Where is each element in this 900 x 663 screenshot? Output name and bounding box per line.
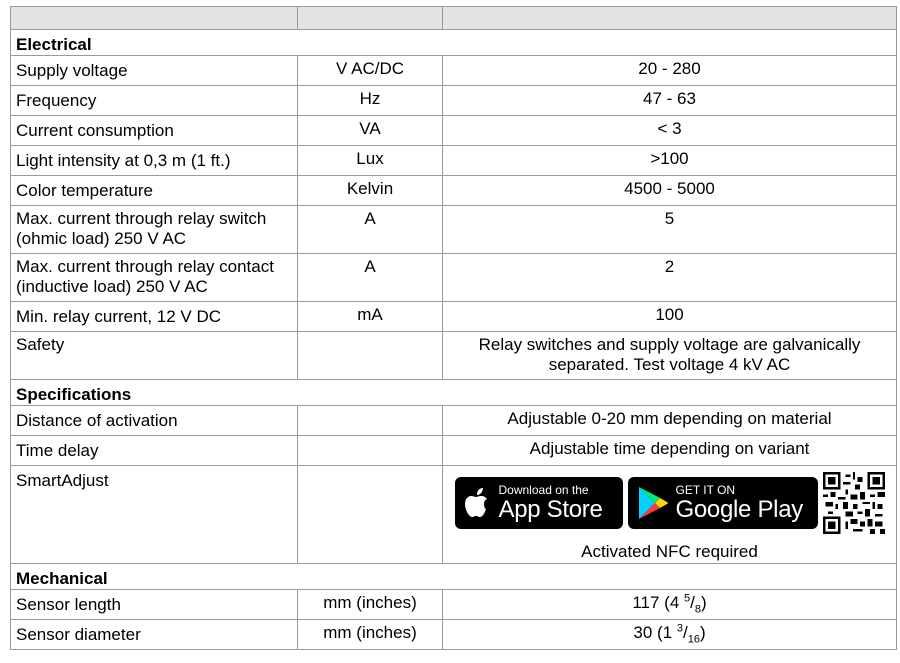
- fraction-numerator: 3: [676, 622, 683, 635]
- value-main: 117 (4: [632, 593, 684, 612]
- table-row: [11, 116, 897, 146]
- fraction-denominator: 8: [694, 603, 701, 616]
- apple-icon: [463, 486, 493, 520]
- row-value: 4500 - 5000: [443, 176, 897, 206]
- table-row: [11, 86, 897, 116]
- app-store-badge[interactable]: [455, 477, 623, 529]
- row-label: Distance of activation: [11, 406, 298, 436]
- app-store-small-text: Download on the: [498, 482, 589, 497]
- table-row: [11, 176, 897, 206]
- row-value: 2: [443, 254, 897, 302]
- row-label: Frequency: [11, 86, 298, 116]
- qr-code-icon[interactable]: [823, 472, 885, 534]
- row-value: < 3: [443, 116, 897, 146]
- fraction-slash: /: [690, 593, 695, 612]
- table-row: [11, 590, 897, 620]
- table-row: [11, 56, 897, 86]
- google-play-icon: [636, 485, 670, 521]
- section-row-specifications: [11, 380, 897, 406]
- header-cell: [443, 7, 897, 30]
- section-title: Electrical: [11, 30, 897, 56]
- row-unit: [298, 406, 443, 436]
- row-unit: A: [298, 206, 443, 254]
- row-value: Relay switches and supply voltage are galvanically separated. Test voltage 4 kV AC: [443, 332, 897, 380]
- mechanical-rows: [11, 590, 897, 650]
- row-value: Adjustable time depending on variant: [443, 436, 897, 466]
- table-row: [11, 254, 897, 302]
- row-value: [443, 590, 897, 620]
- row-unit: Lux: [298, 146, 443, 176]
- fraction-denominator: 16: [687, 633, 700, 646]
- section-row-mechanical: [11, 564, 897, 590]
- value-close: ): [699, 623, 706, 642]
- value-main: 30 (1: [633, 623, 677, 642]
- row-unit: Hz: [298, 86, 443, 116]
- google-play-small-text: GET IT ON: [675, 482, 736, 497]
- value-close: ): [700, 593, 707, 612]
- row-value: 100: [443, 302, 897, 332]
- table-row: [11, 206, 897, 254]
- row-label: Max. current through relay switch (ohmic load) 250 V AC: [11, 206, 298, 254]
- row-unit: mm (inches): [298, 620, 443, 650]
- spec-sheet: [10, 6, 896, 650]
- row-label: Light intensity at 0,3 m (1 ft.): [11, 146, 298, 176]
- header-cell: [298, 7, 443, 30]
- table-row-smartadjust: [11, 466, 897, 564]
- row-label: Time delay: [11, 436, 298, 466]
- specification-rows: [11, 406, 897, 466]
- row-unit: Kelvin: [298, 176, 443, 206]
- fraction-slash: /: [682, 623, 688, 642]
- row-value: Adjustable 0-20 mm depending on material: [443, 406, 897, 436]
- row-label: Max. current through relay contact (inductive load) 250 V AC: [11, 254, 298, 302]
- row-label: Min. relay current, 12 V DC: [11, 302, 298, 332]
- row-unit: [298, 436, 443, 466]
- google-play-big-text: Google Play: [675, 495, 803, 523]
- row-unit: V AC/DC: [298, 56, 443, 86]
- app-store-big-text: App Store: [498, 495, 603, 523]
- row-value: 5: [443, 206, 897, 254]
- spec-table: [10, 6, 897, 650]
- table-row: [11, 302, 897, 332]
- row-label: Supply voltage: [11, 56, 298, 86]
- table-row: [11, 406, 897, 436]
- fraction-numerator: 5: [684, 592, 691, 605]
- row-label: Color temperature: [11, 176, 298, 206]
- header-row: [11, 7, 897, 30]
- nfc-note: Activated NFC required: [581, 542, 758, 561]
- row-label: Sensor diameter: [11, 620, 298, 650]
- table-row: [11, 146, 897, 176]
- row-unit: mA: [298, 302, 443, 332]
- google-play-badge[interactable]: [628, 477, 818, 529]
- row-label: Safety: [11, 332, 298, 380]
- section-title: Specifications: [11, 380, 897, 406]
- row-unit: [298, 332, 443, 380]
- section-row-electrical: [11, 30, 897, 56]
- row-value: >100: [443, 146, 897, 176]
- row-label: Sensor length: [11, 590, 298, 620]
- header-cell: [11, 7, 298, 30]
- table-row: [11, 436, 897, 466]
- electrical-rows: [11, 56, 897, 380]
- row-value: [443, 620, 897, 650]
- row-label: Current consumption: [11, 116, 298, 146]
- row-value: 47 - 63: [443, 86, 897, 116]
- table-row: [11, 620, 897, 650]
- row-unit: mm (inches): [298, 590, 443, 620]
- store-badges: [443, 472, 896, 534]
- row-unit: VA: [298, 116, 443, 146]
- smartadjust-cell: [443, 466, 897, 564]
- row-label: SmartAdjust: [11, 466, 298, 564]
- row-unit: A: [298, 254, 443, 302]
- table-row: [11, 332, 897, 380]
- row-unit: [298, 466, 443, 564]
- section-title: Mechanical: [11, 564, 897, 590]
- row-value: 20 - 280: [443, 56, 897, 86]
